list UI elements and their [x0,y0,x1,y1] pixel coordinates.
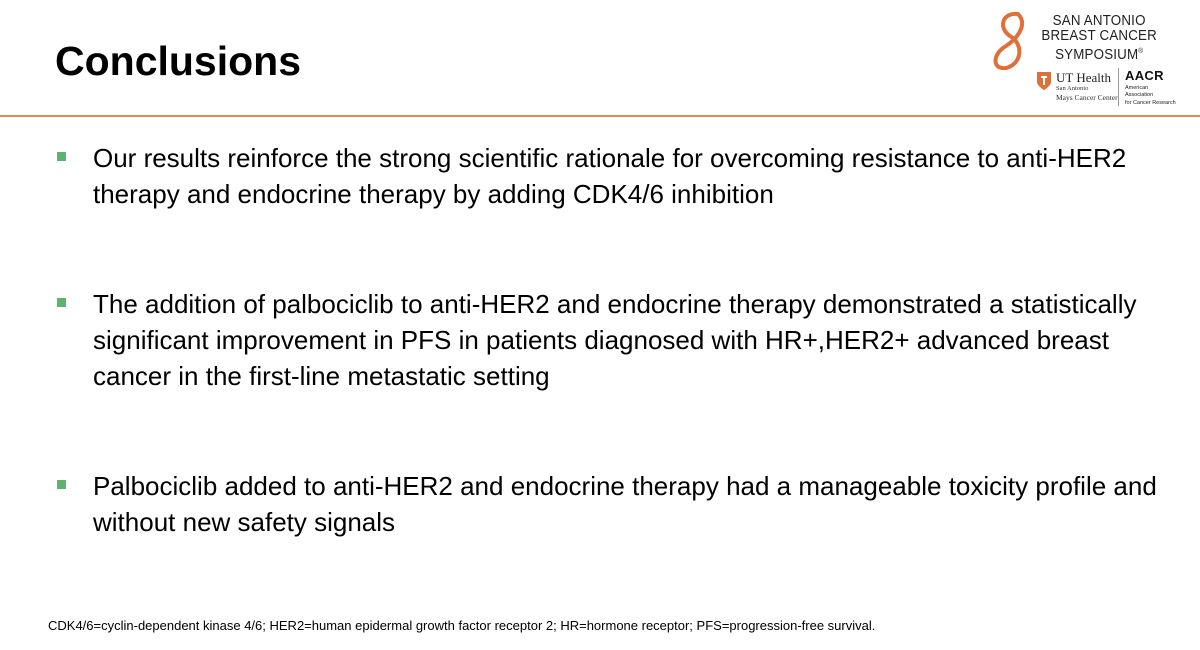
square-bullet-icon [57,152,66,161]
aacr-name: AACR [1125,68,1164,83]
slide-title: Conclusions [55,38,302,84]
abbreviations-footnote: CDK4/6=cyclin-dependent kinase 4/6; HER2=human epidermal growth factor receptor 2; HR=hormone receptor; PFS=progression-free survival. [48,618,876,633]
logo-line-3: SYMPOSIUM® [1055,46,1144,63]
ut-health-sub2: Mays Cancer Center [1056,93,1118,102]
ut-shield-icon [1036,71,1052,91]
bullet-text: Our results reinforce the strong scientific rationale for overcoming resistance to anti-HER2 therapy and endocrine therapy by adding CDK4/6 inhibition [93,143,1127,209]
logo-line-2: BREAST CANCER [1041,28,1157,44]
aacr-sub1: American Association [1125,85,1154,98]
ut-health-name: UT Health [1056,70,1111,85]
bullet-text: Palbociclib added to anti-HER2 and endocrine therapy had a manageable toxicity profile and without new safety signals [93,471,1157,537]
square-bullet-icon [57,298,66,307]
bullet-text: The addition of palbociclib to anti-HER2 and endocrine therapy demonstrated a statistically significant improvement in PFS in patients diagnosed with HR+,HER2+ advanced breast cancer in the first-line metastatic setting [93,289,1137,391]
list-item [55,468,1173,540]
square-bullet-icon [57,480,66,489]
list-item [55,286,1173,394]
ut-health-sub1: San Antonio [1056,85,1089,92]
list-item [55,140,1173,212]
sabcs-logo [988,8,1178,106]
sabcs-wordmark [1032,14,1166,63]
sabcs-ribbon-icon [988,10,1034,72]
logo-line-1: SAN ANTONIO [1052,13,1146,29]
aacr-logo [1125,68,1177,107]
header-divider [0,115,1200,117]
logo-divider [1118,68,1119,106]
aacr-sub2: for Cancer Research [1125,100,1176,106]
